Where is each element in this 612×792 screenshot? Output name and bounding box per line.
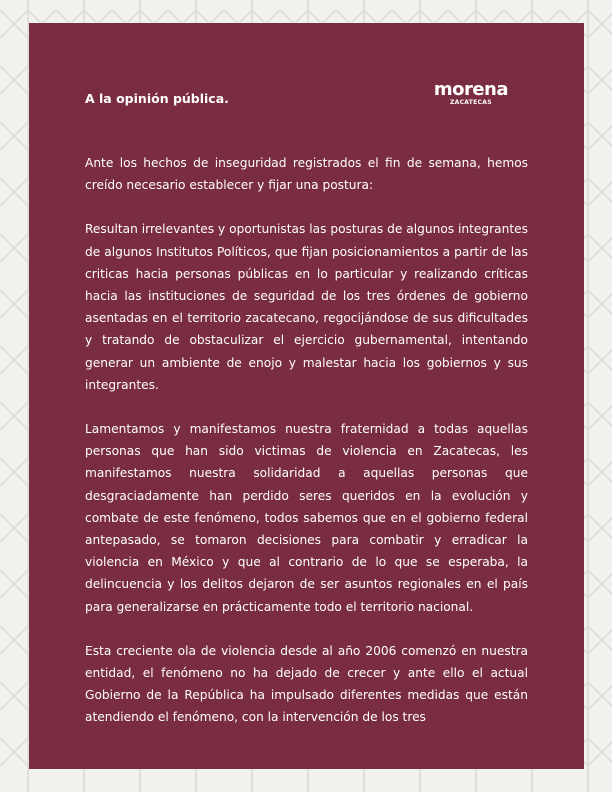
greeting-heading: A la opinión pública. [85,91,229,106]
paragraph-2: Resultan irrelevantes y oportunistas las posturas de algunos integrantes de algunos Institutos Políticos, que fijan posicionamientos a partir de las criticas hacia personas públicas en lo particular y realizando críticas hacia las instituciones de seguridad de los tres órdenes de gobierno asentadas en el territorio zacatecano, regocijándose de sus dificultades y tratando de obstaculizar el ejercicio gubernamental, intentando generar un ambiente de enojo y malestar hacia los gobiernos y sus integrantes. [85,222,528,392]
paragraph-4: Esta creciente ola de violencia desde al año 2006 comenzó en nuestra entidad, el fenómeno no ha dejado de crecer y ante ello el actual Gobierno de la República ha impulsado diferentes medidas que están atendiendo el fenómeno, con la intervención de los tres [85,643,528,725]
statement-header [85,81,528,121]
statement-card [29,23,584,769]
paragraph-3: Lamentamos y manifestamos nuestra fraternidad a todas aquellas personas que han sido victimas de violencia en Zacatecas, les manifestamos nuestra solidaridad a aquellas personas que desgraciadamente han perdido seres queridos en la evolución y combate de este fenómeno, todos sabemos que en el gobierno federal antepasado, se tomaron decisiones para combatir y erradicar la violencia en México y que al contrario de lo que se esperaba, la delincuencia y los delitos dejaron de ser asuntos regionales en el país para generalizarse en prácticamente todo el territorio nacional. [85,422,528,614]
logo-subtitle: ZACATECAS [449,99,492,106]
paragraph-1: Ante los hechos de inseguridad registrados el fin de semana, hemos creído necesario establecer y fijar una postura: [85,156,528,193]
statement-body [85,152,528,751]
logo-wordmark: morena [433,79,508,100]
morena-logo [434,81,508,107]
